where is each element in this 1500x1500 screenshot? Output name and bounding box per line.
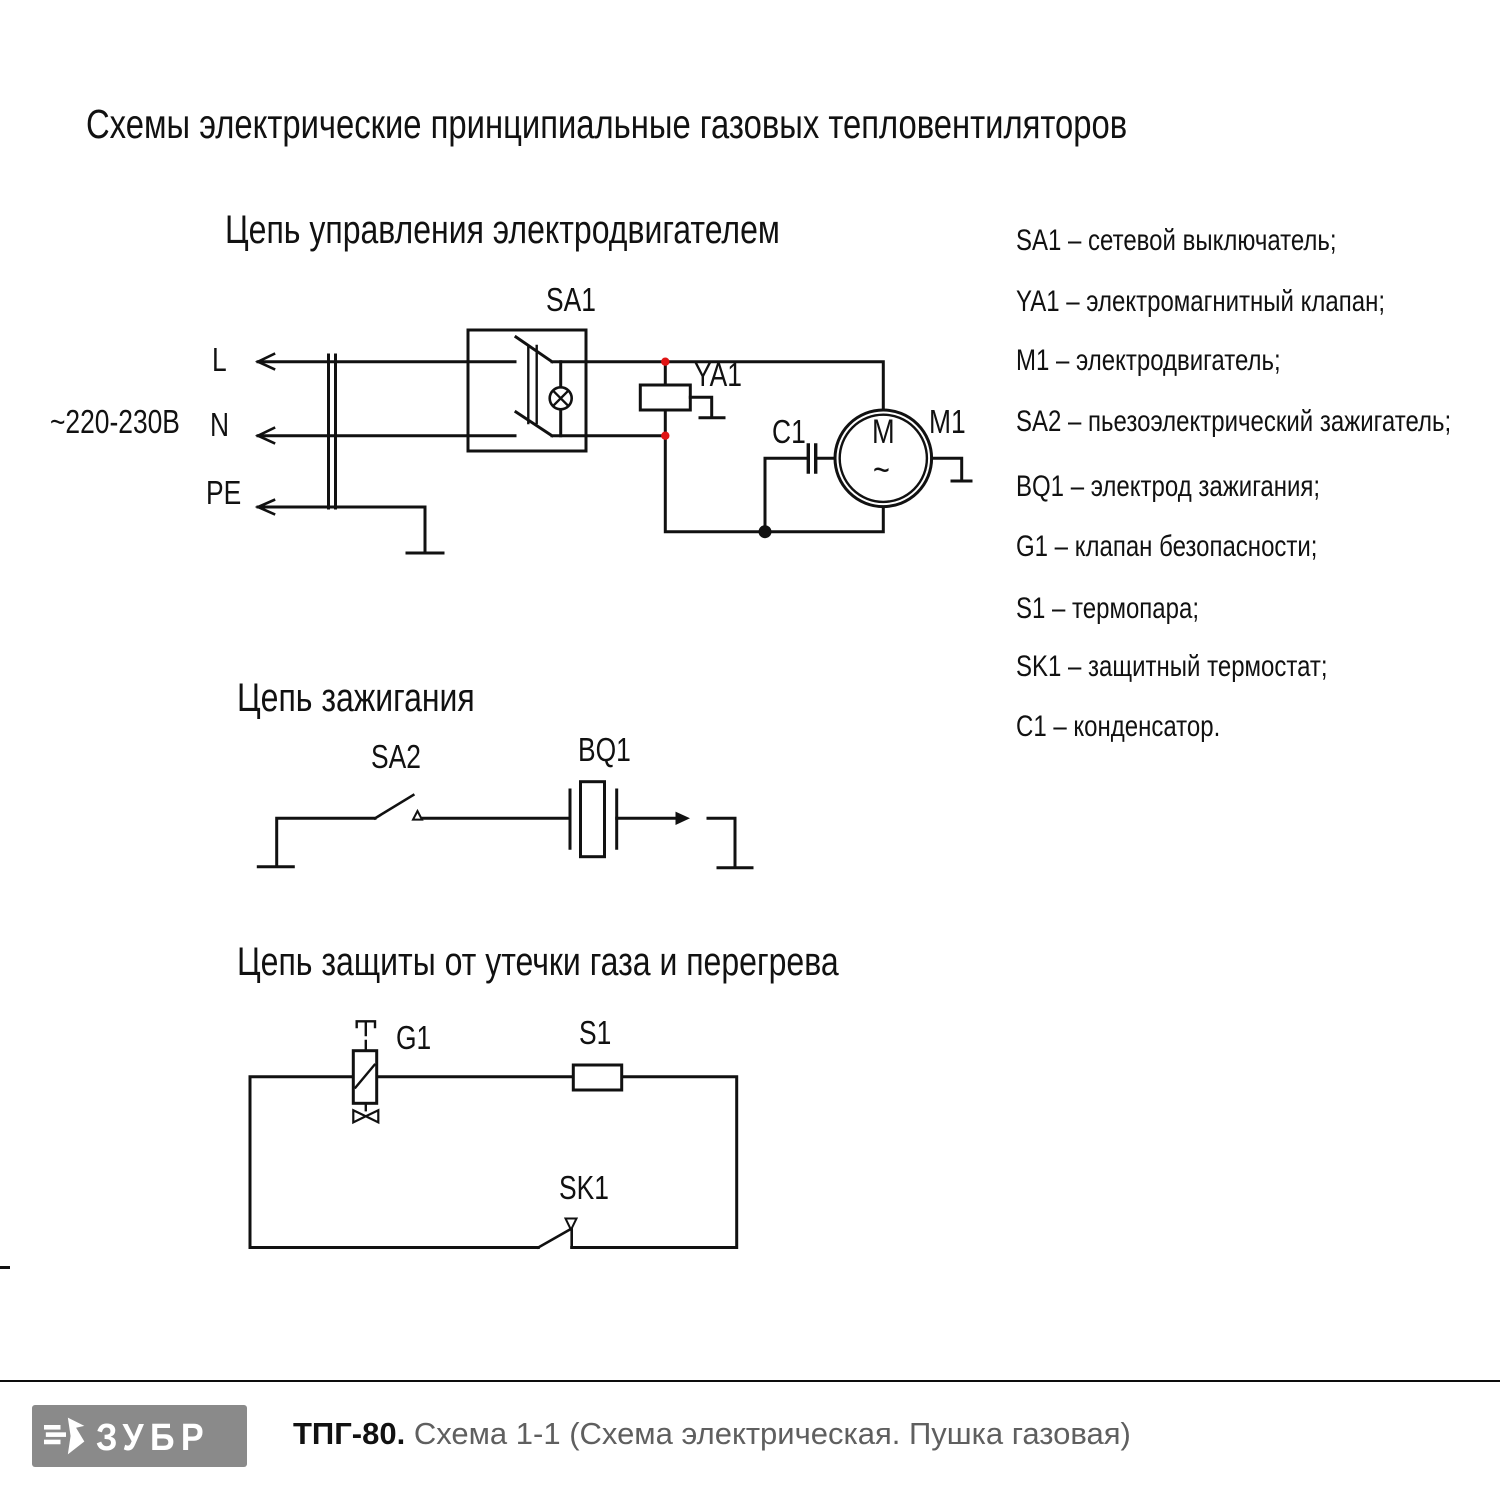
bq1-ground-icon (708, 818, 752, 868)
legend-item-ya1: YA1 – электромагнитный клапан; (1016, 285, 1386, 318)
legend-item-g1: G1 – клапан безопасности; (1016, 530, 1318, 563)
power-input-symbol (258, 354, 468, 553)
label-bq1: BQ1 (578, 731, 631, 768)
gas-valve-icon (366, 1110, 379, 1122)
motor-ground-icon (932, 458, 971, 481)
spark-arrow-icon (676, 812, 691, 825)
zubr-bison-icon (44, 1414, 88, 1458)
legend-item-sa1: SA1 – сетевой выключатель; (1016, 224, 1337, 257)
footer-model: ТПГ-80. (293, 1416, 406, 1451)
footer-divider (0, 1380, 1500, 1382)
label-wire-L: L (212, 341, 227, 378)
zubr-logo (32, 1405, 247, 1467)
bq1-electrode-symbol (570, 782, 752, 868)
g1-safety-valve-symbol (353, 1021, 378, 1122)
footer-caption (293, 1416, 1131, 1452)
label-wire-PE: PE (206, 474, 242, 511)
sa1-switch-symbol (468, 330, 665, 451)
label-g1: G1 (396, 1019, 432, 1056)
label-c1: C1 (772, 413, 806, 450)
label-wire-N: N (210, 406, 230, 443)
s1-thermocouple-symbol (573, 1065, 621, 1090)
thermostat-contact-icon (566, 1219, 577, 1230)
label-motor-letter: M (872, 413, 895, 451)
sk1-thermostat-symbol (538, 1219, 576, 1248)
sa2-switch-symbol (258, 795, 570, 867)
connector-double-line (329, 355, 336, 508)
zubr-logo-text: ЗУБР (96, 1417, 210, 1459)
footer-subtitle: Схема 1-1 (Схема электрическая. Пушка газовая) (413, 1416, 1131, 1451)
legend-item-sk1: SK1 – защитный термостат; (1016, 650, 1328, 683)
section-title-ignition: Цепь зажигания (237, 676, 475, 720)
legend-item-sa2: SA2 – пьезоэлектрический зажигатель; (1016, 405, 1452, 438)
label-ya1: YA1 (694, 356, 742, 393)
label-sk1: SK1 (559, 1169, 609, 1206)
label-supply-voltage: ~220-230В (50, 403, 180, 440)
thermocouple-head-icon (357, 1021, 375, 1050)
label-s1: S1 (579, 1014, 612, 1051)
label-motor-ac: ~ (873, 449, 890, 490)
legend-item-bq1: BQ1 – электрод зажигания; (1016, 470, 1321, 503)
c1-capacitor-symbol (765, 445, 835, 532)
protection-loop (250, 1077, 737, 1248)
black-junction-dot (759, 525, 772, 538)
label-m1: M1 (929, 403, 966, 440)
legend-item-m1: M1 – электродвигатель; (1016, 344, 1281, 377)
page-margin-tick (0, 1266, 10, 1269)
sa2-ground-icon (258, 818, 375, 866)
label-sa2: SA2 (371, 738, 421, 775)
section-title-protection: Цепь защиты от утечки газа и перегрева (237, 940, 839, 984)
red-junction-dot (661, 432, 669, 440)
ya1-ground-icon (690, 397, 724, 418)
red-junction-dot (661, 358, 669, 366)
legend-item-s1: S1 – термопара; (1016, 592, 1200, 625)
legend-item-c1: C1 – конденсатор. (1016, 710, 1221, 743)
section-title-motor-control: Цепь управления электродвигателем (225, 208, 780, 252)
pe-ground-icon (258, 507, 443, 553)
label-sa1: SA1 (546, 281, 596, 318)
page-title: Схемы электрические принципиальные газовых тепловентиляторов (86, 101, 1128, 147)
switch-linkage (528, 346, 536, 423)
